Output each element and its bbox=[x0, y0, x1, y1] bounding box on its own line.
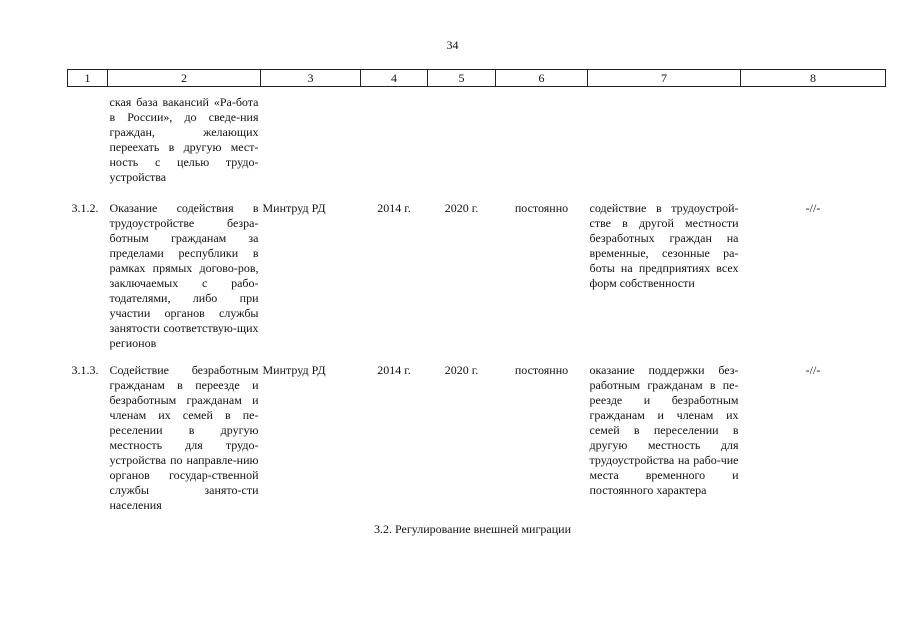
column-number: 1 bbox=[68, 70, 108, 87]
column-number: 5 bbox=[428, 70, 496, 87]
column-number: 3 bbox=[261, 70, 361, 87]
period-text: постоянно bbox=[514, 201, 569, 215]
start-year bbox=[361, 95, 428, 201]
period-text: постоянно bbox=[514, 363, 569, 377]
table-row bbox=[68, 95, 886, 201]
start-year: 2014 г. bbox=[377, 363, 411, 377]
column-number: 7 bbox=[588, 70, 741, 87]
result-text: оказание поддержки без-работным гражданам в пе-реезде и безработным гражданам и членам их семей в переселении в другую местность для трудоустройства на рабо-чие места временного и постоянного характера bbox=[589, 363, 739, 497]
end-year: 2020 г. bbox=[444, 201, 479, 215]
table-row bbox=[68, 201, 886, 363]
row-number: 3.1.3. bbox=[71, 363, 99, 377]
result-text bbox=[588, 95, 741, 201]
note-text: -//- bbox=[805, 201, 821, 215]
row-number bbox=[68, 95, 108, 201]
column-number: 8 bbox=[741, 70, 886, 87]
executor-text bbox=[261, 95, 361, 201]
table-row bbox=[68, 363, 886, 513]
measure-text: Содействие безработным гражданам в переезде и безработным гражданам и членам их семей в пе-реселении в другую местность для трудо-устройства по направле-нию органов государ-ственной службы занято-сти населения bbox=[109, 363, 259, 512]
row-number: 3.1.2. bbox=[71, 201, 99, 215]
executor-text: Минтруд РД bbox=[262, 201, 326, 215]
program-table bbox=[67, 69, 886, 513]
column-number: 4 bbox=[361, 70, 428, 87]
measure-text: Оказание содействия в трудоустройстве безра-ботным гражданам за пределами республики в рамках прямых догово-ров, заключаемых с рабо-тодателями, либо при участии органов службы занятости соответствую-щих регионов bbox=[109, 201, 259, 350]
period-text bbox=[496, 95, 588, 201]
page-number: 34 bbox=[446, 38, 459, 52]
column-number-row bbox=[68, 70, 886, 87]
note-text bbox=[741, 95, 886, 201]
executor-text: Минтруд РД bbox=[262, 363, 326, 377]
section-title: 3.2. Регулирование внешней миграции bbox=[373, 522, 571, 536]
column-number: 2 bbox=[108, 70, 261, 87]
note-text: -//- bbox=[805, 363, 821, 377]
measure-text: ская база вакансий «Ра-бота в России», до сведе-ния граждан, желающих переехать в другую мест-ность с целью трудо-устройства bbox=[109, 95, 259, 184]
start-year: 2014 г. bbox=[377, 201, 411, 215]
end-year bbox=[428, 95, 496, 201]
result-text: содействие в трудоустрой-стве в другой местности безработных граждан на временные, сезонные ра-боты на предприятиях всех форм собственности bbox=[589, 201, 739, 290]
column-number: 6 bbox=[496, 70, 588, 87]
end-year: 2020 г. bbox=[444, 363, 479, 377]
